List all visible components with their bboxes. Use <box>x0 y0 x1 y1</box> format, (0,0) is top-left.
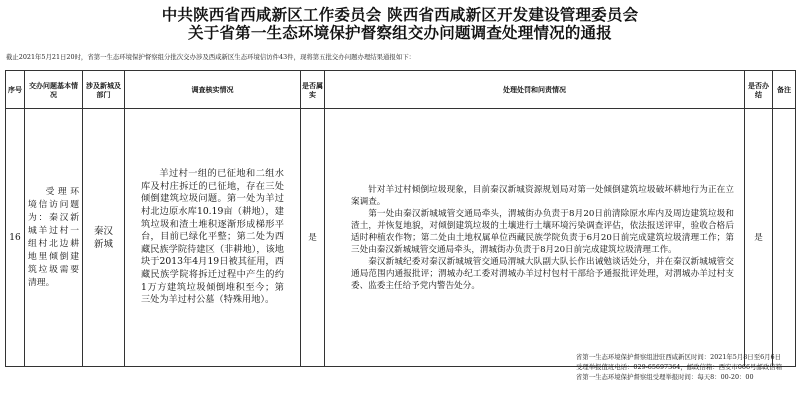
header-district: 涉及新城及部门 <box>83 71 125 109</box>
row-seq: 16 <box>6 109 25 367</box>
header-verified: 是否属实 <box>301 71 325 109</box>
row-investigation-text: 羊过村一组的已征地和二组水库及村庄拆迁的已征地，存在三处倾倒建筑垃圾问题。第一处为羊过村北边原水库10.19亩（耕地），建筑垃圾和渣土堆积逐渐形成梯形平台，目前已绿化平整；第二处为西藏民族学院待建区（非耕地），该地块于2013年4月19日被其征用，西藏民族学院将拆迁过程中产生的约1万方建筑垃圾倾倒堆积至今；第三处为羊过村公墓（特殊用地）。 <box>141 168 284 306</box>
header-seq: 序号 <box>6 71 25 109</box>
row-issue-text: 受理环境信访问题为：秦汉新城羊过村一组村北边耕地里倾倒建筑垃圾需要清理。 <box>28 186 79 288</box>
row-verified: 是 <box>301 109 325 367</box>
row-handling-text <box>325 184 744 292</box>
row-completed: 是 <box>745 109 773 367</box>
row-handling <box>325 109 745 367</box>
table-header-row <box>6 71 796 109</box>
footer-line2: 受理举报值班电话：029-65697364，邮政信箱：西安市066号邮政信箱 <box>575 363 782 371</box>
table-row <box>6 109 796 367</box>
page-title-line1: 中共陕西省西咸新区工作委员会 陕西省西咸新区开发建设管理委员会 <box>161 5 639 24</box>
header-handling: 处理处罚和问责情况 <box>325 71 745 109</box>
row-district <box>83 109 125 367</box>
row-investigation <box>125 109 301 367</box>
footer-info <box>576 352 782 382</box>
header-investigation: 调查核实情况 <box>125 71 301 109</box>
deadline-note: 截止2021年5月21日20时，省第一生态环境保护督察组分批次交办涉及西咸新区生态环境信访件43件，现将第五批交办问题办理结果通报如下： <box>6 53 415 61</box>
row-issue <box>25 109 83 367</box>
header-issue: 交办问题基本情况 <box>25 71 83 109</box>
issues-table <box>5 70 796 367</box>
page-title-line2: 关于省第一生态环境保护督察组交办问题调查处理情况的通报 <box>188 23 612 42</box>
header-remark: 备注 <box>773 71 796 109</box>
header-completed: 是否办结 <box>745 71 773 109</box>
footer-line1: 省第一生态环境保护督察组进驻西咸新区时间：2021年5月8日至6月6日 <box>575 353 781 361</box>
handling-paragraph-2: 第一处由秦汉新城城管交通局牵头，渭城街办负责于8月20日前清除原水库内及周边建筑垃圾和渣土，并恢复地貌，对倾倒建筑垃圾的土壤进行土壤环境污染调查评估，依法报送评审，验收合格后适时种植农作物；第二处由土地权属单位西藏民族学院负责于6月20日前完成建筑垃圾清理工作；第三处由秦汉新城城管交通局牵头，渭城街办负责于8月20日前完成建筑垃圾清理工作。 <box>351 208 734 255</box>
footer-line3: 省第一生态环境保护督察组受理举报时间：每天8：00-20：00 <box>575 373 754 381</box>
handling-paragraph-1: 针对羊过村倾倒垃圾现象，目前秦汉新城资源规划局对第一处倾倒建筑垃圾破坏耕地行为正在立案调查。 <box>351 184 734 207</box>
row-district-text: 秦汉新城 <box>93 225 113 250</box>
row-remark <box>773 109 796 367</box>
handling-paragraph-3: 秦汉新城纪委对秦汉新城城管交通局渭城大队副大队长作出诫勉谈话处分，并在秦汉新城城管交通局范围内通报批评；渭城办纪工委对渭城办羊过村包村干部给予通报批评处理，对渭城办羊过村支委、监委主任给予党内警告处分。 <box>351 256 734 291</box>
